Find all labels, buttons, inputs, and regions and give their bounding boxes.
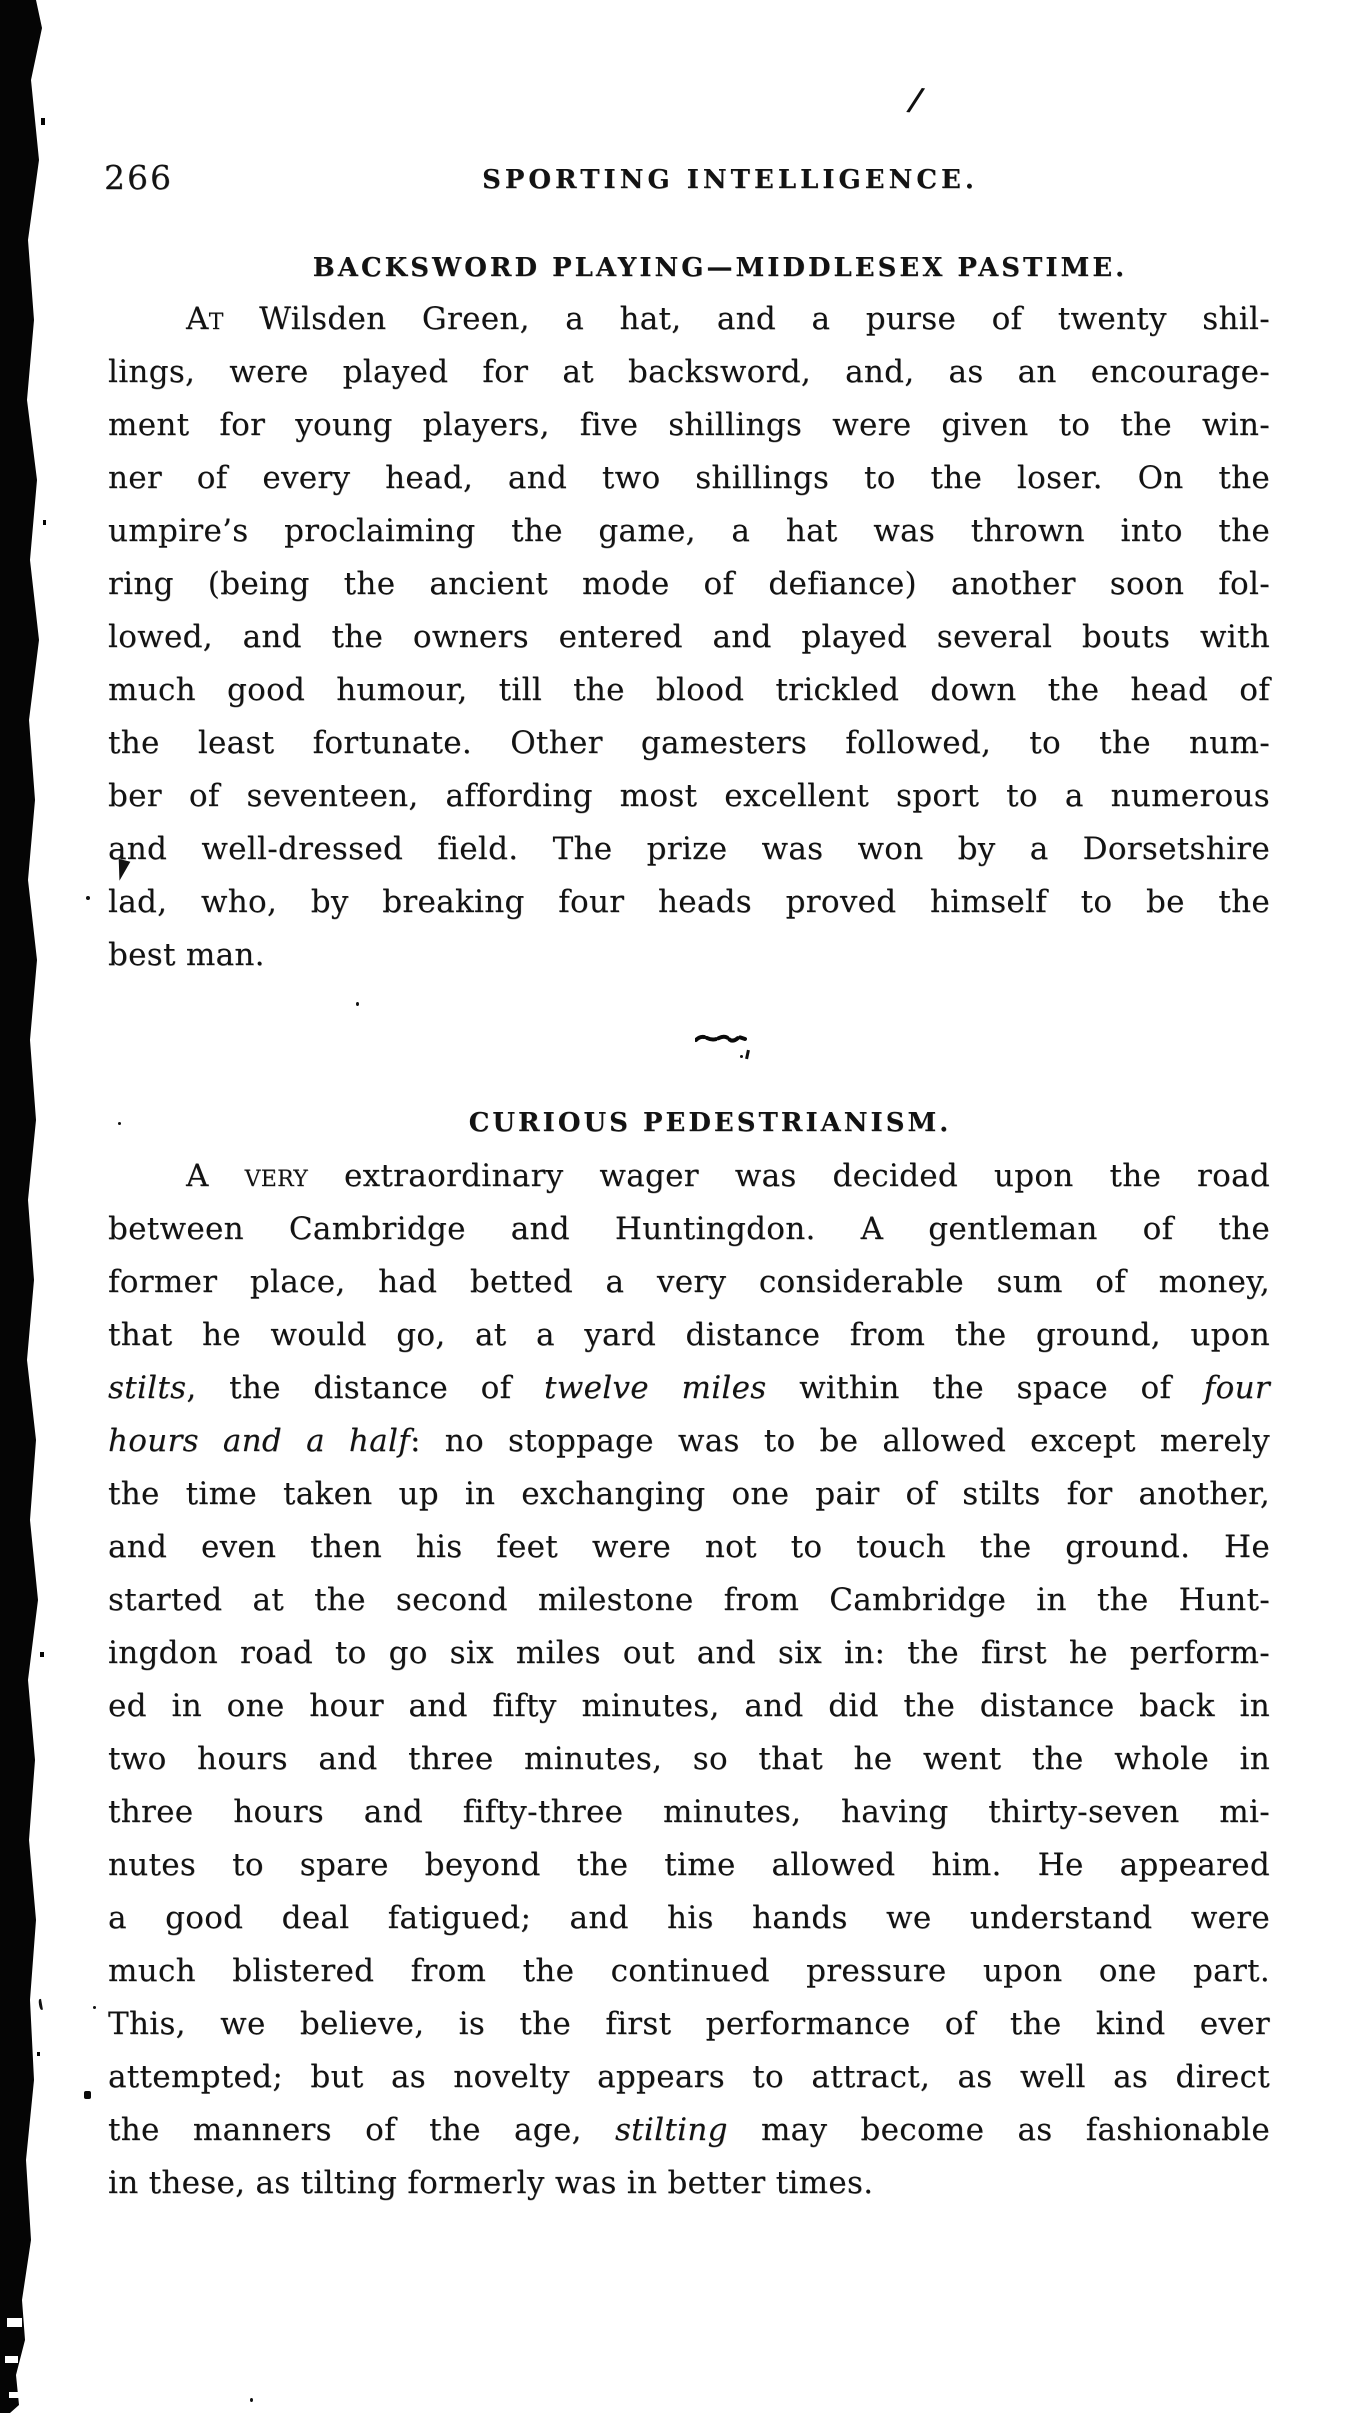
body-text: A <box>186 301 209 337</box>
text-line <box>108 346 1270 399</box>
text-line <box>108 1627 1270 1680</box>
text-line <box>108 452 1270 505</box>
text-line <box>108 558 1270 611</box>
text-line <box>108 1521 1270 1574</box>
binding-edge <box>0 0 60 2413</box>
text-line <box>108 1362 1270 1415</box>
text-line <box>108 876 1270 929</box>
ink-speck <box>356 1002 359 1006</box>
text-line <box>108 2104 1270 2157</box>
body-text: , the distance of <box>186 1370 544 1406</box>
body-text: the time taken up in exchanging one pair of stilts for another, <box>108 1476 1270 1512</box>
body-text: attempted; but as novelty appears to attract, as well as direct <box>108 2059 1270 2095</box>
italic-text: hours and a half <box>108 1423 410 1459</box>
body-text: ner of every head, and two shillings to the loser. On the <box>108 460 1270 496</box>
text-line <box>108 1203 1270 1256</box>
text-line <box>108 505 1270 558</box>
section-divider <box>695 1032 747 1046</box>
text-line <box>108 611 1270 664</box>
body-text: lad, who, by breaking four heads proved himself to be the <box>108 884 1270 920</box>
text-line <box>108 1998 1270 2051</box>
ink-speck <box>118 1122 121 1125</box>
text-line <box>108 293 1270 346</box>
body-text: much good humour, till the blood trickled down the head of <box>108 672 1270 708</box>
text-line <box>108 1786 1270 1839</box>
article-body <box>108 293 1270 982</box>
body-text: lings, were played for at backsword, and, as an encourage- <box>108 354 1270 390</box>
body-text: may become as fashionable <box>727 2112 1270 2148</box>
ink-tick <box>745 1050 750 1059</box>
body-text: extraordinary wager was decided upon the road <box>308 1158 1270 1194</box>
body-text: and well-dressed field. The prize was won by a Dorsetshire <box>108 831 1270 867</box>
text-line <box>108 717 1270 770</box>
text-line <box>108 1680 1270 1733</box>
text-line <box>108 1150 1270 1203</box>
text-line <box>108 1892 1270 1945</box>
body-text: the least fortunate. Other gamesters followed, to the num- <box>108 725 1270 761</box>
body-text: ring (being the ancient mode of defiance) another soon fol- <box>108 566 1270 602</box>
ink-dot <box>84 2091 91 2099</box>
body-text: between Cambridge and Huntingdon. A gentleman of the <box>108 1211 1270 1247</box>
ink-speck <box>93 2006 96 2009</box>
italic-text: stilting <box>614 2112 728 2148</box>
body-text: two hours and three minutes, so that he went the whole in <box>108 1741 1270 1777</box>
text-line <box>108 1309 1270 1362</box>
text-line <box>108 1945 1270 1998</box>
article-heading: CURIOUS PEDESTRIANISM. <box>468 1108 952 1138</box>
body-text: : no stoppage was to be allowed except merely <box>409 1423 1270 1459</box>
body-text: the manners of the age, <box>108 2112 615 2148</box>
body-text: that he would go, at a yard distance from the ground, upon <box>108 1317 1270 1353</box>
body-text: ed in one hour and fifty minutes, and did the distance back in <box>108 1688 1270 1724</box>
text-line <box>108 770 1270 823</box>
small-caps-text: t <box>208 301 224 337</box>
body-text: former place, had betted a very considerable sum of money, <box>108 1264 1270 1300</box>
body-text: lowed, and the owners entered and played several bouts with <box>108 619 1270 655</box>
body-text: much blistered from the continued pressure upon one part. <box>108 1953 1270 1989</box>
body-text: umpire’s proclaiming the game, a hat was thrown into the <box>108 513 1270 549</box>
article-heading: BACKSWORD PLAYING—MIDDLESEX PASTIME. <box>312 253 1128 283</box>
text-line <box>108 823 1270 876</box>
text-line <box>108 929 1270 982</box>
body-text: best man. <box>108 937 265 973</box>
body-text: ber of seventeen, affording most excellent sport to a numerous <box>108 778 1270 814</box>
text-line <box>108 399 1270 452</box>
ink-speck <box>250 2398 253 2402</box>
body-text: ingdon road to go six miles out and six in: the first he perform- <box>108 1635 1270 1671</box>
body-text: in these, as tilting formerly was in better times. <box>108 2165 874 2201</box>
italic-text: twelve miles <box>544 1370 767 1406</box>
text-line <box>108 1468 1270 1521</box>
ink-speck <box>740 1055 743 1058</box>
page-number: 266 <box>104 158 173 197</box>
ink-speck <box>86 896 90 900</box>
body-text: a good deal fatigued; and his hands we understand were <box>108 1900 1270 1936</box>
body-text: started at the second milestone from Cambridge in the Hunt- <box>108 1582 1270 1618</box>
running-head: SPORTING INTELLIGENCE. <box>482 165 978 195</box>
body-text: ment for young players, five shillings were given to the win- <box>108 407 1270 443</box>
small-caps-text: very <box>244 1158 309 1194</box>
body-text: and even then his feet were not to touch the ground. He <box>108 1529 1270 1565</box>
text-line <box>108 1415 1270 1468</box>
text-line <box>108 1733 1270 1786</box>
italic-text: four <box>1203 1370 1271 1406</box>
stray-slash-mark: / <box>908 81 924 119</box>
body-text: three hours and fifty-three minutes, having thirty-seven mi- <box>108 1794 1270 1830</box>
text-line <box>108 1574 1270 1627</box>
text-line <box>108 1839 1270 1892</box>
text-line <box>108 2157 1270 2210</box>
body-text: Wilsden Green, a hat, and a purse of twenty shil- <box>223 301 1270 337</box>
body-text: nutes to spare beyond the time allowed him. He appeared <box>108 1847 1270 1883</box>
body-text: A <box>186 1158 245 1194</box>
text-line <box>108 2051 1270 2104</box>
italic-text: stilts <box>108 1370 187 1406</box>
article-body <box>108 1150 1270 2210</box>
text-line <box>108 664 1270 717</box>
body-text: This, we believe, is the first performance of the kind ever <box>108 2006 1270 2042</box>
text-line <box>108 1256 1270 1309</box>
body-text: within the space of <box>766 1370 1204 1406</box>
